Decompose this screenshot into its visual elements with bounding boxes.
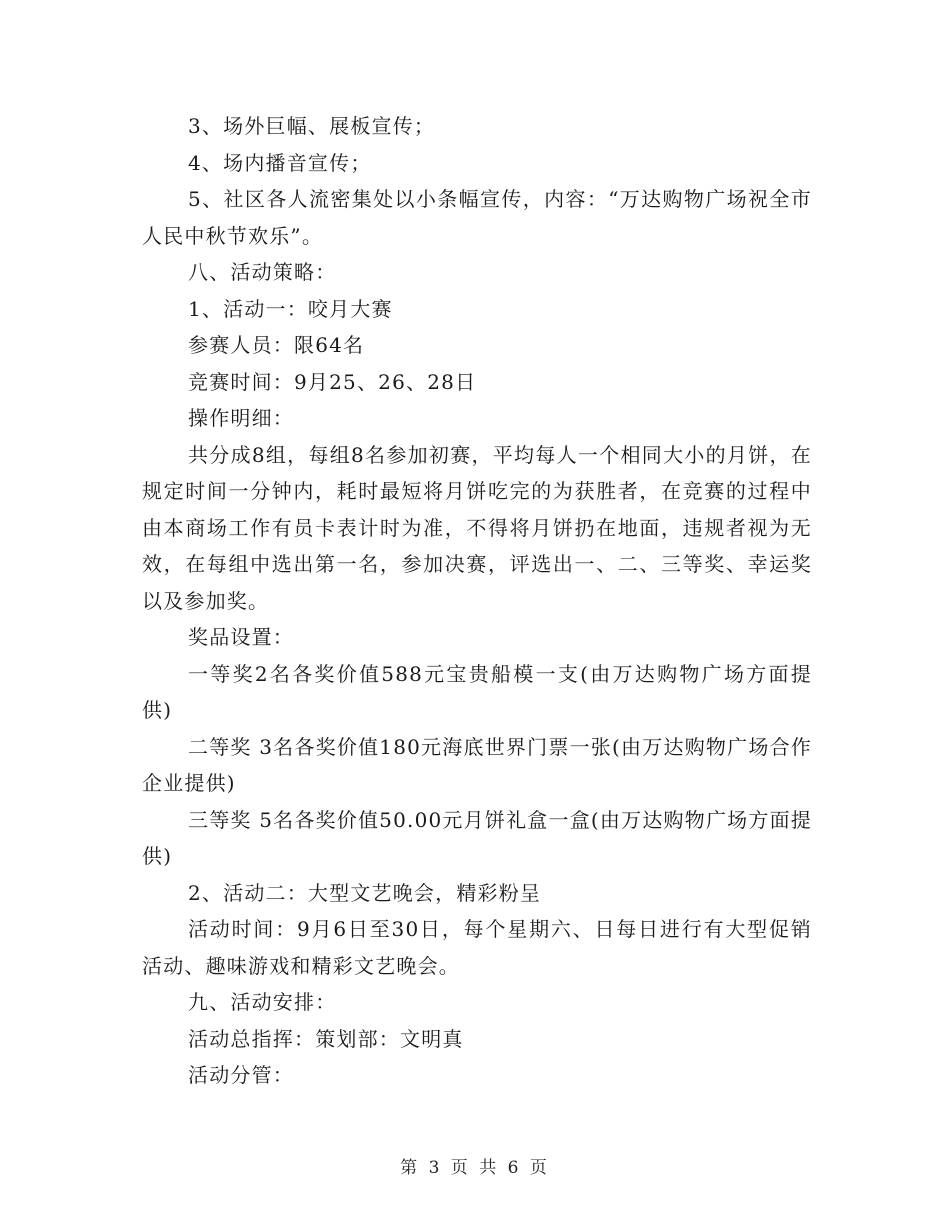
document-body bbox=[142, 108, 812, 1094]
paragraph: 3、场外巨幅、展板宣传； bbox=[188, 114, 436, 138]
paragraph: 2、活动二：大型文艺晚会，精彩粉呈 bbox=[188, 880, 542, 905]
paragraph: 活动分管： bbox=[188, 1063, 294, 1087]
page-number-footer: 第 3 页 共 6 页 bbox=[400, 1158, 550, 1178]
paragraph: 1、活动一：咬月大赛 bbox=[188, 296, 393, 321]
paragraph: 二等奖 3名各奖价值180元海底世界门票一张(由万达购物广场合作企业提供) bbox=[142, 734, 812, 795]
paragraph: 4、场内播音宣传； bbox=[188, 150, 372, 175]
paragraph: 5、社区各人流密集处以小条幅宣传，内容：“万达购物广场祝全市人民中秋节欢乐”。 bbox=[142, 187, 812, 248]
paragraph: 三等奖 5名各奖价值50.00元月饼礼盒一盒(由万达购物广场方面提供) bbox=[142, 807, 812, 868]
paragraph: 竞赛时间：9月25、26、28日 bbox=[188, 369, 477, 394]
paragraph: 共分成8组，每组8名参加初赛，平均每人一个相同大小的月饼，在规定时间一分钟内，耗时最短将月饼吃完的为获胜者，在竞赛的过程中由本商场工作有员卡表计时为准，不得将月饼扔在地面，违规者视为无效，在每组中选出第一名，参加决赛，评选出一、二、三等奖、幸运奖以及参加奖。 bbox=[142, 442, 812, 613]
section-heading: 九、活动安排： bbox=[188, 990, 337, 1014]
paragraph: 参赛人员：限64名 bbox=[188, 333, 365, 357]
paragraph: 活动时间：9月6日至30日，每个星期六、日每日进行有大型促销活动、趣味游戏和精彩文艺晚会。 bbox=[142, 917, 812, 978]
paragraph: 操作明细： bbox=[188, 406, 294, 430]
paragraph: 活动总指挥：策划部：文明真 bbox=[188, 1026, 464, 1051]
paragraph: 一等奖2名各奖价值588元宝贵船模一支(由万达购物广场方面提供) bbox=[142, 661, 812, 722]
section-heading: 八、活动策略： bbox=[188, 260, 337, 284]
paragraph: 奖品设置： bbox=[188, 625, 294, 649]
